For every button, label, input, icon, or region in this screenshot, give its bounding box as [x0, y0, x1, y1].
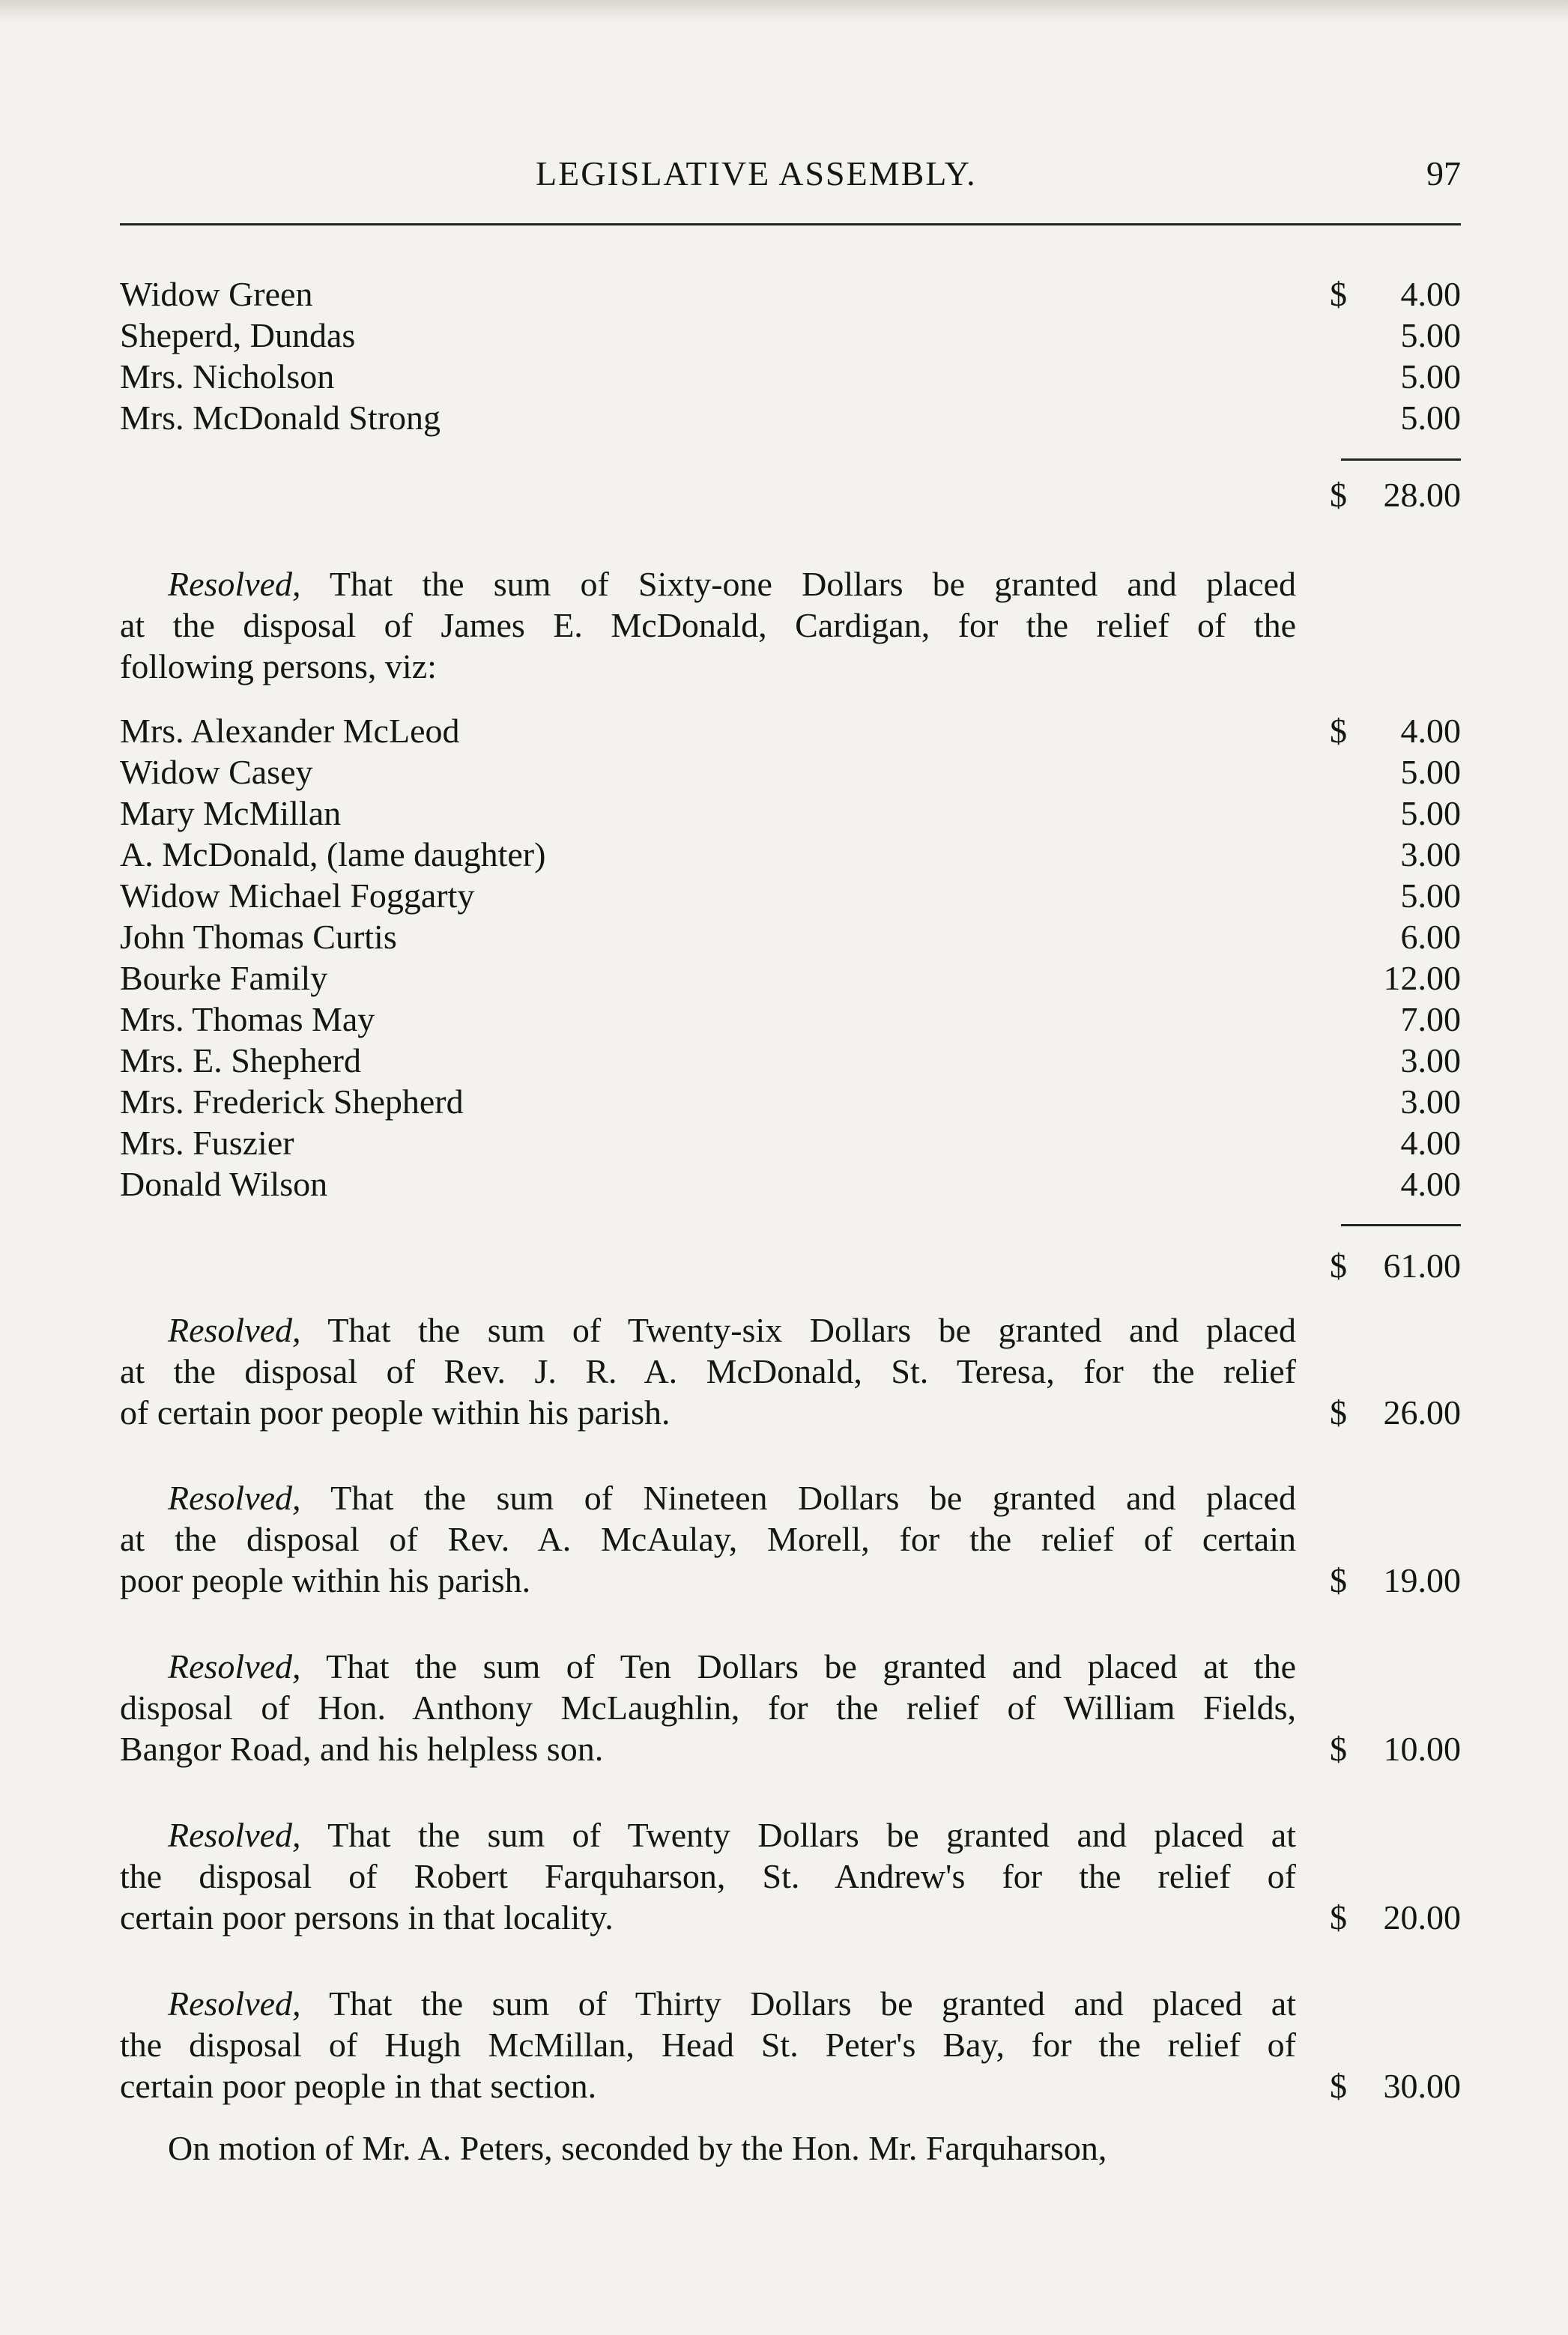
closing-line [120, 2127, 1296, 2169]
recipient-name: Mrs. McDonald Strong [120, 399, 441, 437]
amount-value: 3.00 [1400, 835, 1461, 873]
list2-row [120, 1122, 1461, 1163]
amount-value: 10.00 [1383, 1730, 1461, 1768]
total-value: 28.00 [1383, 476, 1461, 514]
amount-value: 5.00 [1400, 794, 1461, 832]
list1-total [120, 474, 1461, 515]
list2-row [120, 834, 1461, 875]
dollar-sign: $ [1330, 1898, 1347, 1936]
amount-value: 5.00 [1400, 876, 1461, 915]
paragraph-line: Resolved, That the sum of Twenty-six Dollars be granted and placed [168, 1311, 1296, 1349]
amount-value: 5.00 [1400, 753, 1461, 791]
page-title: LEGISLATIVE ASSEMBLY. [536, 154, 977, 193]
list2-row [120, 957, 1461, 999]
scan-edge [0, 0, 1568, 22]
paragraph-line: poor people within his parish. [120, 1561, 531, 1599]
dollar-sign: $ [1330, 1393, 1347, 1432]
amount-value: 19.00 [1383, 1561, 1461, 1599]
list2-row [120, 710, 1461, 751]
resolution-amount [120, 1392, 1461, 1433]
amount-value: 3.00 [1400, 1082, 1461, 1121]
resolution-amount [120, 1560, 1461, 1601]
amount-value: 4.00 [1400, 1165, 1461, 1203]
resolution-amount [120, 1728, 1461, 1769]
recipient-name: Mrs. Fuszier [120, 1124, 294, 1162]
recipient-name: Widow Casey [120, 753, 313, 791]
paragraph-line: the disposal of Hugh McMillan, Head St. Peter's Bay, for the relief of [120, 2026, 1296, 2064]
amount-value: 4.00 [1400, 275, 1461, 313]
paragraph-line: following persons, viz: [120, 647, 437, 685]
amount-value: 5.00 [1400, 357, 1461, 396]
list2-row [120, 1163, 1461, 1205]
list2-row [120, 875, 1461, 916]
paragraph-line: Resolved, That the sum of Thirty Dollars be granted and placed at [168, 1984, 1296, 2023]
page-header [120, 154, 1468, 199]
recipient-name: Mrs. Alexander McLeod [120, 712, 460, 750]
resolved-word: Resolved, [168, 1816, 301, 1854]
list1-row [120, 397, 1461, 438]
list2-row [120, 751, 1461, 793]
paragraph-line: the disposal of Robert Farquharson, St. Andrew's for the relief of [120, 1857, 1296, 1895]
amount-value: 5.00 [1400, 399, 1461, 437]
amount-value: 4.00 [1400, 1124, 1461, 1162]
recipient-name: John Thomas Curtis [120, 918, 397, 956]
resolved-word: Resolved, [168, 565, 301, 603]
paragraph-line: disposal of Hon. Anthony McLaughlin, for the relief of William Fields, [120, 1689, 1296, 1727]
recipient-name: Bourke Family [120, 959, 328, 997]
list2-total [120, 1245, 1461, 1286]
recipient-name: Mrs. E. Shepherd [120, 1041, 361, 1079]
list2-total-rule [1341, 1224, 1461, 1226]
amount-value: 4.00 [1400, 712, 1461, 750]
paragraph-line: Resolved, That the sum of Twenty Dollars be granted and placed at [168, 1816, 1296, 1854]
recipient-name: A. McDonald, (lame daughter) [120, 835, 546, 873]
recipient-name: Widow Green [120, 275, 313, 313]
recipient-name: Donald Wilson [120, 1165, 328, 1203]
resolved-word: Resolved, [168, 1479, 301, 1517]
dollar-sign: $ [1330, 476, 1347, 514]
list1-row [120, 356, 1461, 397]
recipient-name: Sheperd, Dundas [120, 316, 356, 354]
amount-value: 26.00 [1383, 1393, 1461, 1432]
dollar-sign: $ [1330, 2067, 1347, 2105]
recipient-name: Mary McMillan [120, 794, 342, 832]
paragraph-line: at the disposal of James E. McDonald, Cardigan, for the relief of the [120, 606, 1296, 644]
dollar-sign: $ [1330, 1730, 1347, 1768]
paragraph-line: certain poor persons in that locality. [120, 1898, 614, 1936]
dollar-sign: $ [1330, 275, 1347, 313]
amount-value: 3.00 [1400, 1041, 1461, 1079]
paragraph-line: Resolved, That the sum of Nineteen Dollars be granted and placed [168, 1479, 1296, 1517]
resolution-sixty-one [120, 563, 1296, 687]
dollar-sign: $ [1330, 1247, 1347, 1285]
dollar-sign: $ [1330, 1561, 1347, 1599]
paragraph-line: Resolved, That the sum of Sixty-one Dollars be granted and placed [168, 565, 1296, 603]
resolved-word: Resolved, [168, 1984, 301, 2023]
resolution-amount [120, 1897, 1461, 1938]
list2-row [120, 999, 1461, 1040]
paragraph-line: On motion of Mr. A. Peters, seconded by the Hon. Mr. Farquharson, [168, 2129, 1107, 2167]
paragraph-line: Bangor Road, and his helpless son. [120, 1730, 604, 1768]
amount-value: 20.00 [1383, 1898, 1461, 1936]
recipient-name: Mrs. Nicholson [120, 357, 335, 396]
list1-row [120, 315, 1461, 356]
paragraph-line: of certain poor people within his parish. [120, 1393, 671, 1432]
list1-total-rule [1341, 458, 1461, 461]
paragraph-line: certain poor people in that section. [120, 2067, 597, 2105]
list2-row [120, 1081, 1461, 1122]
recipient-name: Mrs. Thomas May [120, 1000, 375, 1038]
amount-value: 12.00 [1383, 959, 1461, 997]
paragraph-line: at the disposal of Rev. A. McAulay, Morell, for the relief of certain [120, 1520, 1296, 1558]
recipient-name: Mrs. Frederick Shepherd [120, 1082, 464, 1121]
page-number: 97 [1426, 154, 1461, 193]
resolved-word: Resolved, [168, 1311, 301, 1349]
amount-value: 6.00 [1400, 918, 1461, 956]
amount-value: 5.00 [1400, 316, 1461, 354]
paragraph-line: Resolved, That the sum of Ten Dollars be granted and placed at the [168, 1647, 1296, 1686]
list2-row [120, 793, 1461, 834]
header-rule [120, 223, 1461, 225]
list1-row [120, 273, 1461, 315]
resolved-word: Resolved, [168, 1647, 301, 1686]
resolution-amount [120, 2065, 1461, 2107]
recipient-name: Widow Michael Foggarty [120, 876, 475, 915]
paragraph-line: at the disposal of Rev. J. R. A. McDonald, St. Teresa, for the relief [120, 1352, 1296, 1390]
amount-value: 30.00 [1383, 2067, 1461, 2105]
list2-row [120, 916, 1461, 957]
amount-value: 7.00 [1400, 1000, 1461, 1038]
dollar-sign: $ [1330, 712, 1347, 750]
total-value: 61.00 [1383, 1247, 1461, 1285]
list2-row [120, 1040, 1461, 1081]
